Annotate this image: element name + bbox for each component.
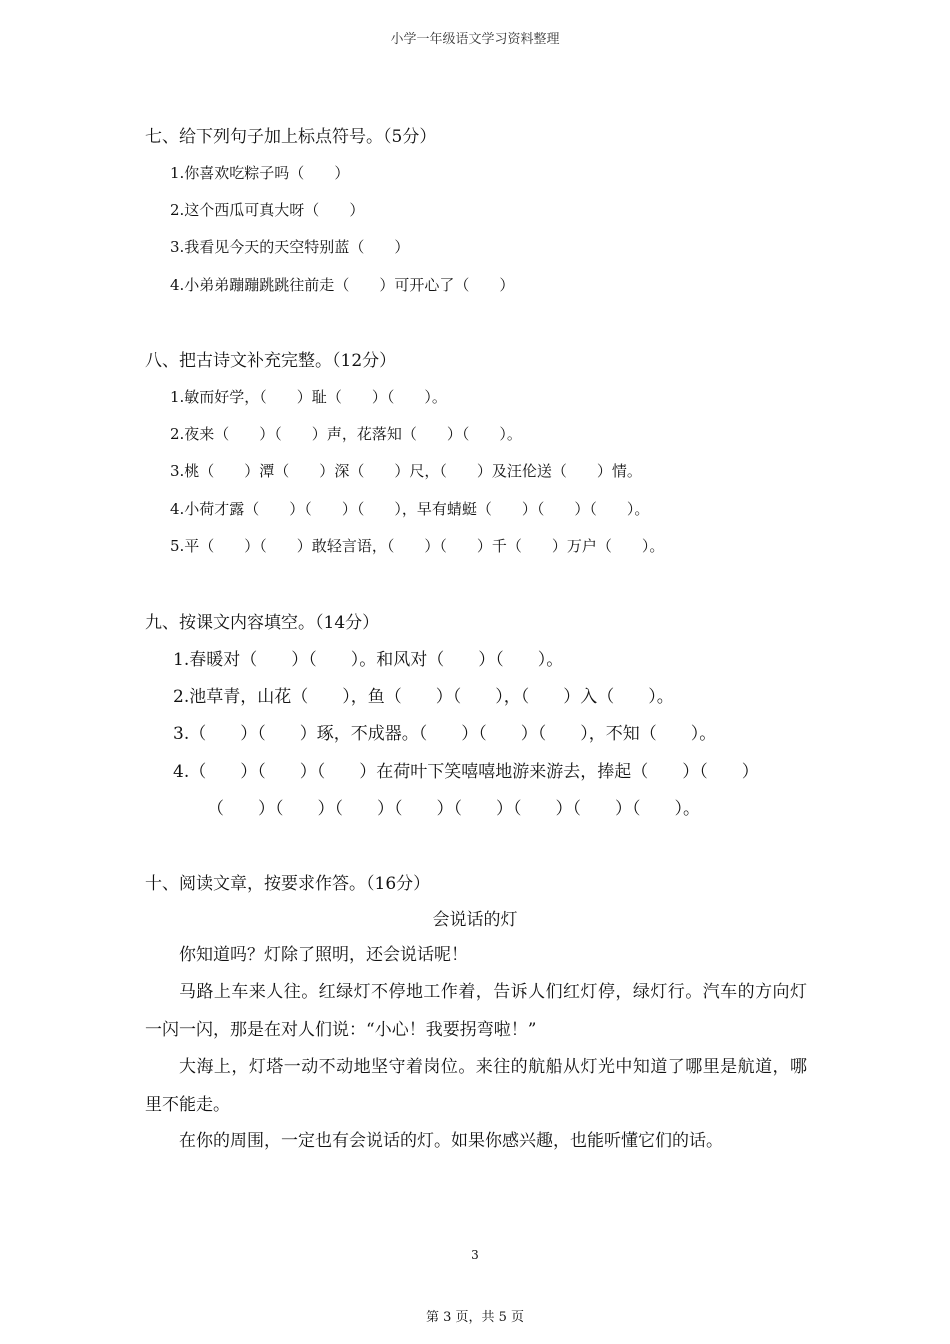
section9-item: 4.（ ）（ ）（ ）在荷叶下笑嘻嘻地游来游去，捧起（ ）（ ） xyxy=(173,762,759,782)
section7-item: 2.这个西瓜可真大呀（ ） xyxy=(170,201,365,219)
section7-item: 3.我看见今天的天空特别蓝（ ） xyxy=(170,238,410,256)
article-title: 会说话的灯 xyxy=(432,910,518,930)
section7-item: 4.小弟弟蹦蹦跳跳往前走（ ）可开心了（ ） xyxy=(170,276,515,294)
section8-item: 1.敏而好学，（ ）耻（ ）（ ）。 xyxy=(170,388,447,406)
section9-item: 3.（ ）（ ）琢，不成器。（ ）（ ）（ ），不知（ ）。 xyxy=(173,724,717,744)
page-number: 3 xyxy=(471,1248,479,1262)
section9-heading: 九、按课文内容填空。（14分） xyxy=(145,613,380,633)
article-paragraph: 大海上，灯塔一动不动地坚守着岗位。来往的航船从灯光中知道了哪里是航道，哪里不能走。 xyxy=(145,1057,807,1115)
section9-item-continuation: （ ）（ ）（ ）（ ）（ ）（ ）（ ）（ ）。 xyxy=(207,799,700,819)
article-paragraph: 马路上车来人往。红绿灯不停地工作着，告诉人们红灯停，绿灯行。汽车的方向灯一闪一闪，那是在对人们说：“小心！我要拐弯啦！” xyxy=(145,982,807,1040)
section9-item: 1.春暖对（ ）（ ）。和风对（ ）（ ）。 xyxy=(173,650,564,670)
article-paragraph: 在你的周围，一定也有会说话的灯。如果你感兴趣，也能听懂它们的话。 xyxy=(179,1131,723,1151)
section8-item: 5.平（ ）（ ）敢轻言语，（ ）（ ）千（ ）万户（ ）。 xyxy=(170,537,665,555)
page-header: 小学一年级语文学习资料整理 xyxy=(390,32,560,47)
section9-item: 2.池草青，山花（ ），鱼（ ）（ ），（ ）入（ ）。 xyxy=(173,687,674,707)
section7-heading: 七、给下列句子加上标点符号。（5分） xyxy=(145,127,437,147)
section8-item: 3.桃（ ）潭（ ）深（ ）尺，（ ）及汪伦送（ ）情。 xyxy=(170,462,642,480)
section10-heading: 十、阅读文章，按要求作答。（16分） xyxy=(145,874,431,894)
article-paragraph: 你知道吗？灯除了照明，还会说话呢！ xyxy=(179,945,468,965)
section7-item: 1.你喜欢吃粽子吗（ ） xyxy=(170,164,350,182)
section8-item: 2.夜来（ ）（ ）声，花落知（ ）（ ）。 xyxy=(170,425,522,443)
section8-heading: 八、把古诗文补充完整。（12分） xyxy=(145,351,397,371)
section8-item: 4.小荷才露（ ）（ ）（ ），早有蜻蜓（ ）（ ）（ ）。 xyxy=(170,500,650,518)
page-footer: 第 3 页，共 5 页 xyxy=(425,1310,525,1325)
